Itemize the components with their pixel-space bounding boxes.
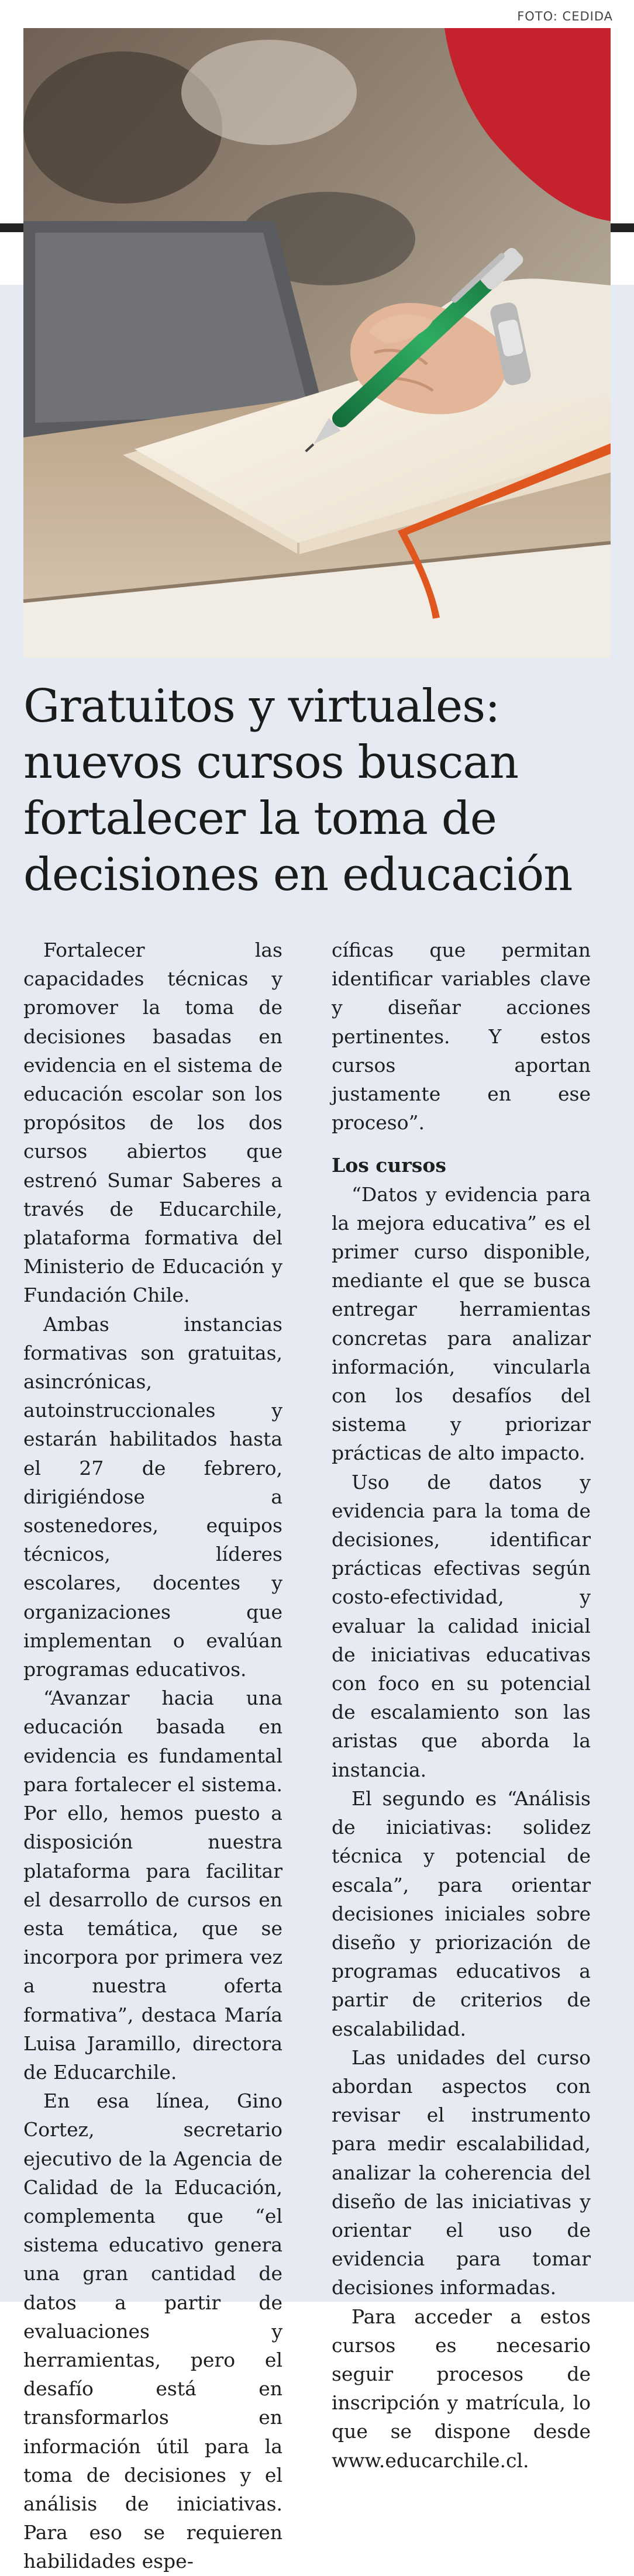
body-paragraph: “Datos y evidencia para la mejora educativa” es el primer curso disponible, mediante el que se busca entregar herramientas concretas para analizar información, vincularla con los desafíos del sistema y priorizar prácticas de alto impacto. bbox=[332, 1182, 591, 1465]
body-paragraph: Uso de datos y evidencia para la toma de decisiones, identificar prácticas efectivas según costo-efectividad, y evaluar la calidad inicial de iniciativas educativas con foco en su potencial de escalamiento son las aristas que aborda la instancia. bbox=[332, 1470, 591, 1781]
body-paragraph-continued: cíficas que permitan identificar variables clave y diseñar acciones pertinentes. Y estos cursos aportan justamente en ese proceso”. bbox=[332, 939, 591, 1134]
article-column-right bbox=[332, 936, 591, 2475]
article-headline: Gratuitos y virtuales: nuevos cursos buscan fortalecer la toma de decisiones en educación bbox=[23, 680, 573, 901]
article-photo bbox=[23, 28, 611, 658]
body-paragraph: Ambas instancias formativas son gratuitas, asincrónicas, autoinstruccionales y estarán habilitados hasta el 27 de febrero, dirigiéndose a sostenedores, equipos técnicos, líderes escolares, docentes y organizaciones que implementan o evalúan programas educativos. bbox=[23, 1312, 282, 1681]
section-subheading: Los cursos bbox=[332, 1154, 446, 1177]
photo-credit: FOTO: CEDIDA bbox=[517, 9, 613, 23]
body-paragraph: Para acceder a estos cursos es necesario seguir procesos de inscripción y matrícula, lo que se dispone desde www.educarchile.cl. bbox=[332, 2305, 591, 2472]
body-paragraph: El segundo es “Análisis de iniciativas: solidez técnica y potencial de escala”, para orientar decisiones iniciales sobre diseño y priorización de programas educativos a partir de criterios de escalabilidad. bbox=[332, 1787, 591, 2040]
decorative-rule-left bbox=[0, 223, 23, 232]
notebook-writing-illustration bbox=[23, 28, 611, 658]
article-column-left bbox=[23, 936, 282, 2576]
body-paragraph: Las unidades del curso abordan aspectos con revisar el instrumento para medir escalabilidad, analizar la coherencia del diseño de las iniciativas y orientar el uso de evidencia para tomar decisiones informadas. bbox=[332, 2046, 591, 2299]
body-paragraph: En esa línea, Gino Cortez, secretario ejecutivo de la Agencia de Calidad de la Educación, complementa que “el sistema educativo genera una gran cantidad de datos a partir de evaluaciones y herramientas, pero el desafío está en transformarlos en información útil para la toma de decisiones y el análisis de iniciativas. Para eso se requieren habilidades espe- bbox=[23, 2089, 282, 2573]
body-paragraph: Fortalecer las capacidades técnicas y promover la toma de decisiones basadas en evidencia en el sistema de educación escolar son los propósitos de los dos cursos abiertos que estrenó Sumar Saberes a través de Educarchile, plataforma formativa del Ministerio de Educación y Fundación Chile. bbox=[23, 939, 282, 1307]
decorative-rule-right bbox=[611, 223, 634, 232]
body-paragraph: “Avanzar hacia una educación basada en evidencia es fundamental para fortalecer el sistema. Por ello, hemos puesto a disposición nuestra plataforma para facilitar el desarrollo de cursos en esta temática, que se incorpora por primera vez a nuestra oferta formativa”, destaca María Luisa Jaramillo, directora de Educarchile. bbox=[23, 1687, 282, 2084]
